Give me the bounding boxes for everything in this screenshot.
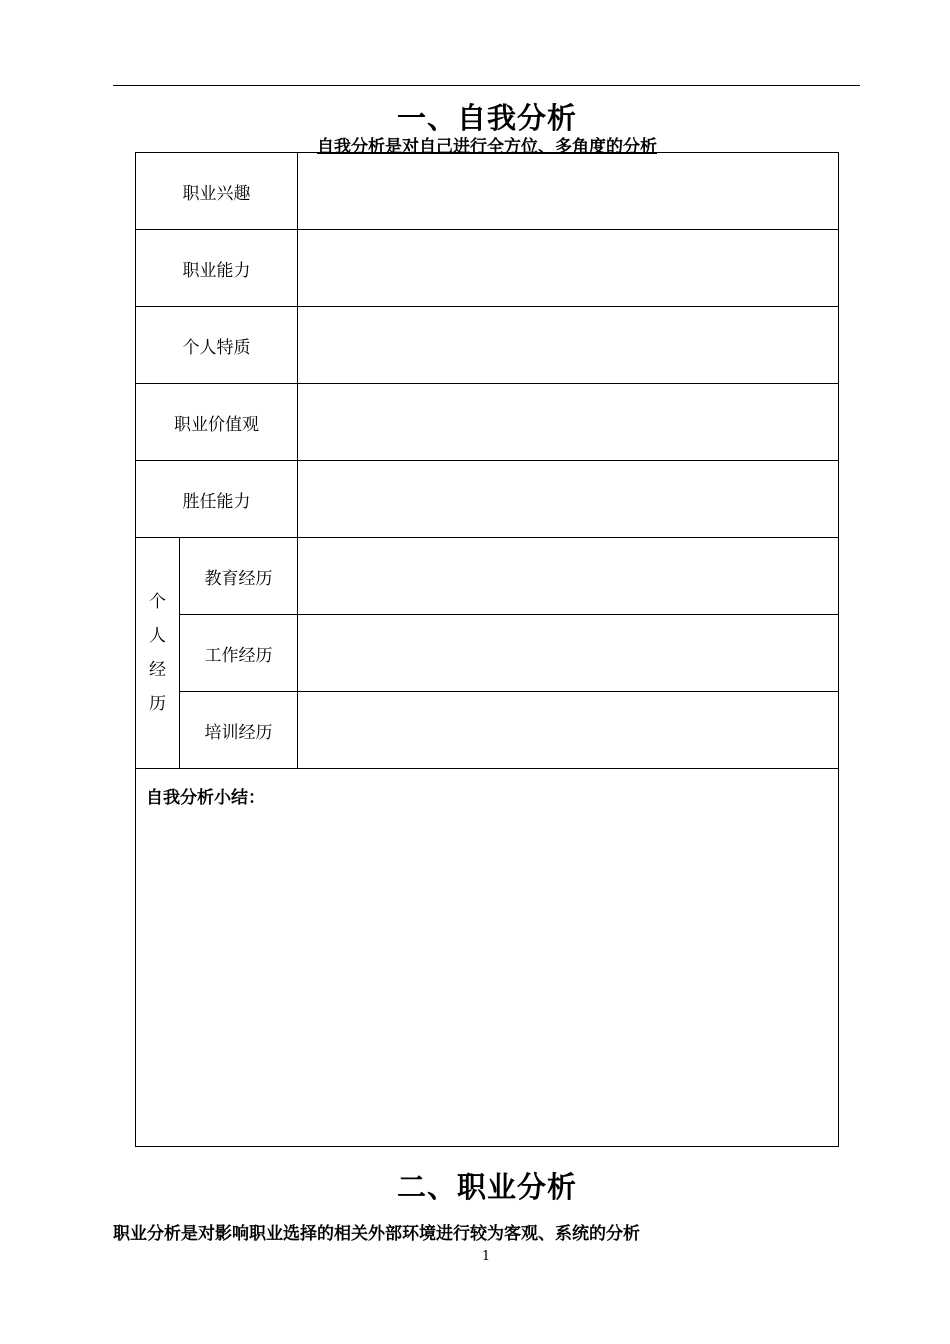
row-field-training[interactable]	[298, 692, 839, 769]
personal-history-group-label	[136, 538, 180, 769]
row-field-work-experience[interactable]	[298, 615, 839, 692]
table-row	[136, 384, 839, 461]
row-field-career-interest[interactable]	[298, 153, 839, 230]
section-title-self-analysis: 一、自我分析	[396, 101, 577, 135]
row-field-competency[interactable]	[298, 461, 839, 538]
page-number: 1	[481, 1249, 491, 1264]
row-field-personal-traits[interactable]	[298, 307, 839, 384]
row-field-career-ability[interactable]	[298, 230, 839, 307]
summary-label: 自我分析小结：	[146, 788, 265, 808]
table-row	[136, 692, 839, 769]
vertical-char: 人	[149, 626, 166, 646]
row-label-career-ability: 职业能力	[136, 230, 298, 307]
vertical-char: 个	[149, 592, 166, 612]
row-field-career-values[interactable]	[298, 384, 839, 461]
table-row	[136, 769, 839, 1147]
section-subtitle-career-analysis: 职业分析是对影响职业选择的相关外部环境进行较为客观、系统的分析	[113, 1224, 640, 1244]
table-row	[136, 538, 839, 615]
vertical-char: 经	[149, 660, 166, 680]
row-label-competency: 胜任能力	[136, 461, 298, 538]
section-subtitle-self-analysis: 自我分析是对自己进行全方位、多角度的分析	[317, 137, 657, 157]
table-row	[136, 307, 839, 384]
table-row	[136, 230, 839, 307]
row-label-career-values: 职业价值观	[136, 384, 298, 461]
row-label-personal-traits: 个人特质	[136, 307, 298, 384]
section-title-career-analysis: 二、职业分析	[396, 1170, 577, 1204]
row-label-training: 培训经历	[180, 692, 298, 769]
row-label-education: 教育经历	[180, 538, 298, 615]
table-row	[136, 461, 839, 538]
table-row	[136, 153, 839, 230]
summary-field[interactable]	[136, 769, 839, 1147]
vertical-char: 历	[149, 694, 166, 714]
table-row	[136, 615, 839, 692]
row-field-education[interactable]	[298, 538, 839, 615]
header-rule	[113, 85, 860, 86]
self-analysis-table	[135, 152, 839, 1147]
row-label-career-interest: 职业兴趣	[136, 153, 298, 230]
row-label-work-experience: 工作经历	[180, 615, 298, 692]
